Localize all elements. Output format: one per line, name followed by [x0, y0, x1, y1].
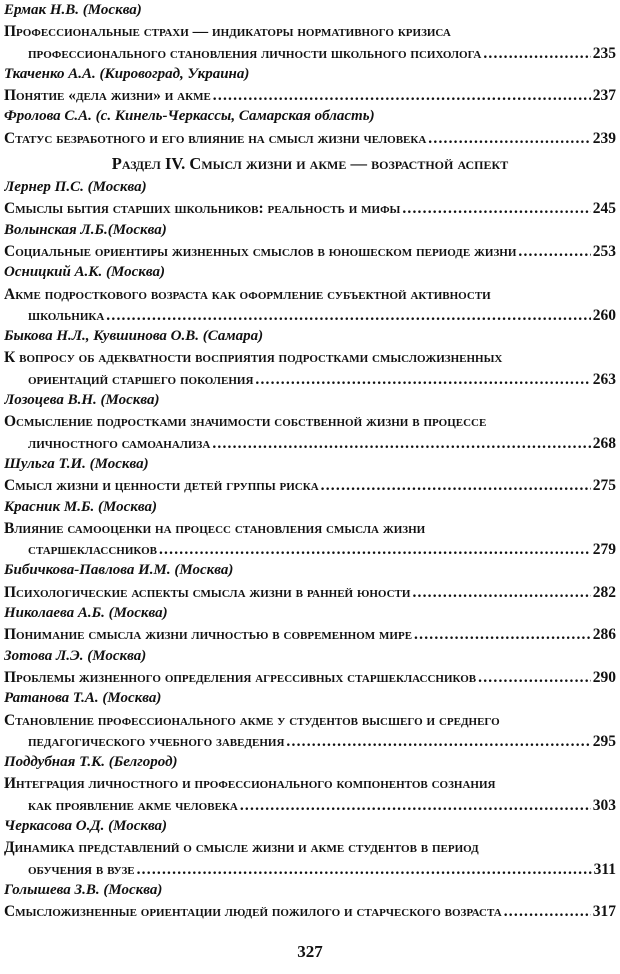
- toc-author: Черкасова О.Д. (Москва): [4, 817, 168, 834]
- toc-entry-title: Смыслы бытия старших школьников: реальность и мифы: [4, 200, 401, 218]
- toc-page-number: 268: [592, 434, 616, 452]
- toc-author: Осницкий А.К. (Москва): [4, 264, 165, 281]
- toc-author: Бибичкова-Павлова И.М. (Москва): [4, 562, 234, 579]
- toc-entry-line: [4, 667, 616, 688]
- toc-entry-line: [4, 241, 616, 262]
- toc-entry-line: [4, 582, 616, 603]
- dot-leader: [255, 369, 590, 390]
- toc-entry-title: школьника: [28, 306, 105, 324]
- toc-entry-line: [4, 21, 616, 42]
- toc-entry-line: [4, 85, 616, 106]
- toc-author: Быкова Н.Л., Кувшинова О.В. (Самара): [4, 328, 264, 345]
- toc-entry-title: Смысл жизни и ценности детей группы риска: [4, 477, 319, 495]
- toc-entry-title: обучения в вузе: [28, 860, 135, 878]
- toc-page-number: 282: [592, 583, 616, 601]
- dot-leader: [321, 475, 591, 496]
- toc-entry-line: [4, 859, 616, 880]
- toc-entry-title: Социальные ориентиры жизненных смыслов в юношеском периоде жизни: [4, 242, 517, 260]
- toc-author: Шульга Т.И. (Москва): [4, 455, 149, 472]
- dot-leader: [402, 198, 590, 219]
- toc-entry-title: Профессиональные страхи — индикаторы нормативного кризиса: [4, 23, 451, 41]
- toc-page-number: 263: [592, 370, 616, 388]
- toc-page-number: 235: [592, 44, 616, 62]
- dot-leader: [428, 128, 590, 149]
- toc-entry-title: старшеклассников: [28, 541, 157, 559]
- toc-entry-line: [4, 128, 616, 149]
- toc-entry-line: [4, 518, 616, 539]
- toc-entry-line: [4, 284, 616, 305]
- toc-entry-line: [4, 198, 616, 219]
- toc-entry-title: Понятие «дела жизни» и акме: [4, 87, 211, 105]
- toc-author: Зотова Л.Э. (Москва): [4, 647, 147, 664]
- toc-entry-title: Влияние самооценки на процесс становления смысла жизни: [4, 519, 426, 537]
- toc-entry-title: К вопросу об адекватности восприятия подростками смысложизненных: [4, 349, 503, 367]
- toc-entry-line: [4, 433, 616, 454]
- page-number: 327: [297, 942, 323, 961]
- toc-entry-title: Интеграция личностного и профессионального компонентов сознания: [4, 775, 496, 793]
- toc-entry-line: [4, 305, 616, 326]
- toc-page-number: 260: [592, 306, 616, 324]
- dot-leader: [106, 305, 590, 326]
- toc-entry-line: [4, 731, 616, 752]
- toc-entry-title: ориентаций старшего поколения: [28, 370, 254, 388]
- toc-page-number: 286: [592, 626, 616, 644]
- toc-section-blocks: [4, 177, 616, 922]
- dot-leader: [159, 539, 591, 560]
- dot-leader: [504, 901, 591, 922]
- dot-leader: [240, 795, 591, 816]
- toc-author: Поддубная Т.К. (Белгород): [4, 754, 178, 771]
- toc-author: Ратанова Т.А. (Москва): [4, 690, 162, 707]
- dot-leader: [518, 241, 590, 262]
- table-of-contents: [4, 0, 616, 922]
- toc-author: Красник М.Б. (Москва): [4, 498, 157, 515]
- toc-author: Фролова С.А. (с. Кинель-Черкассы, Самарская область): [4, 108, 375, 125]
- section-heading: Раздел IV. Смысл жизни и акме — возрастной аспект: [111, 154, 509, 174]
- toc-author: Волынская Л.Б.(Москва): [4, 221, 167, 238]
- toc-entry-line: [4, 837, 616, 858]
- toc-entry-title: Акме подросткового возраста как оформление субъектной активности: [4, 285, 491, 303]
- dot-leader: [483, 43, 590, 64]
- toc-entry-line: [4, 347, 616, 368]
- toc-page-number: 253: [592, 242, 616, 260]
- toc-entry-title: Динамика представлений о смысле жизни и акме студентов в период: [4, 839, 479, 857]
- toc-entry-title: Становление профессионального акме у студентов высшего и среднего: [4, 711, 500, 729]
- toc-author: Ермак Н.В. (Москва): [4, 2, 142, 18]
- dot-leader: [137, 859, 592, 880]
- toc-entry-title: профессионального становления личности школьного психолога: [28, 44, 482, 62]
- dot-leader: [478, 667, 591, 688]
- toc-entry-line: [4, 43, 616, 64]
- toc-page-number: 295: [592, 732, 616, 750]
- toc-entry-line: [4, 539, 616, 560]
- toc-page-number: 245: [592, 200, 616, 218]
- toc-entry-line: [4, 901, 616, 922]
- dot-leader: [213, 85, 591, 106]
- toc-entry-line: [4, 624, 616, 645]
- toc-page-number: 303: [592, 796, 616, 814]
- toc-entry-title: Статус безработного и его влияние на смысл жизни человека: [4, 129, 427, 147]
- toc-entry-title: Проблемы жизненного определения агрессивных старшеклассников: [4, 668, 477, 686]
- toc-page-number: 237: [592, 87, 616, 105]
- toc-author: Николаева А.Б. (Москва): [4, 605, 168, 622]
- toc-entry-line: [4, 773, 616, 794]
- toc-entry-title: Понимание смысла жизни личностью в современном мире: [4, 626, 413, 644]
- toc-entry-title: личностного самоанализа: [28, 434, 211, 452]
- dot-leader: [414, 624, 591, 645]
- toc-author: Голышева З.В. (Москва): [4, 881, 163, 898]
- toc-entry-title: Смысложизненные ориентации людей пожилого и старческого возраста: [4, 903, 502, 921]
- toc-author: Ткаченко А.А. (Кировоград, Украина): [4, 65, 250, 82]
- toc-page-number: 239: [592, 129, 616, 147]
- toc-entry-line: [4, 411, 616, 432]
- dot-leader: [286, 731, 590, 752]
- toc-entry-line: [4, 369, 616, 390]
- toc-author: Лозоцева В.Н. (Москва): [4, 392, 160, 409]
- toc-page-number: 279: [592, 541, 616, 559]
- toc-page-number: 311: [593, 860, 616, 878]
- toc-page-number: 290: [592, 668, 616, 686]
- dot-leader: [212, 433, 590, 454]
- toc-entry-title: как проявление акме человека: [28, 796, 238, 814]
- toc-entry-title: Психологические аспекты смысла жизни в ранней юности: [4, 583, 411, 601]
- toc-top-blocks: [4, 0, 616, 149]
- toc-entry-line: [4, 710, 616, 731]
- toc-entry-line: [4, 795, 616, 816]
- toc-entry-title: Осмысление подростками значимости собственной жизни в процессе: [4, 413, 487, 431]
- toc-entry-title: педагогического учебного заведения: [28, 732, 285, 750]
- dot-leader: [412, 582, 590, 603]
- toc-author: Лернер П.С. (Москва): [4, 179, 147, 196]
- toc-page-number: 275: [592, 477, 616, 495]
- toc-entry-line: [4, 475, 616, 496]
- toc-page-number: 317: [592, 903, 616, 921]
